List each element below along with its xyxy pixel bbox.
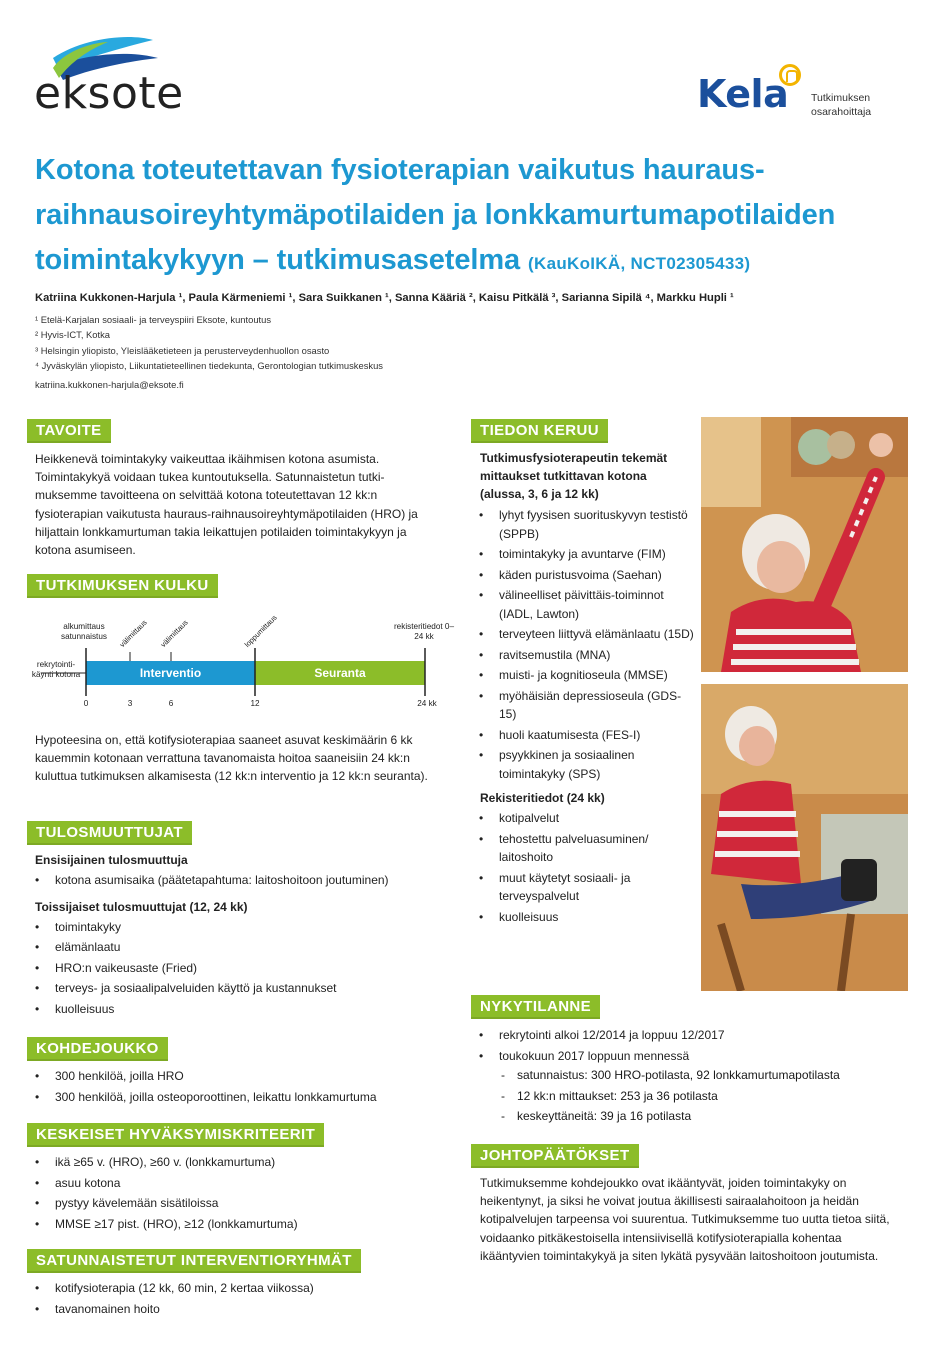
study-id: (KauKoIKÄ, NCT02305433) bbox=[528, 254, 751, 273]
contact-email: katriina.kukkonen-harjula@eksote.fi bbox=[35, 378, 184, 390]
timeline-label-register: rekisteritiedot 0–24 kk bbox=[393, 622, 455, 641]
primary-outcome-list bbox=[27, 871, 447, 890]
eksote-logo-text: eksote bbox=[34, 68, 184, 119]
list-item: • kotona asumisaika (päätetapahtuma: laitoshoitoon joutuminen) bbox=[27, 871, 447, 890]
timeline-label-mid2: välimittaus bbox=[158, 617, 190, 649]
list-item: • ikä ≥65 v. (HRO), ≥60 v. (lonkkamurtuma) bbox=[27, 1153, 447, 1172]
kela-sponsor-label: Tutkimuksen osarahoittaja bbox=[811, 92, 872, 118]
affiliation-1: ¹ Etelä-Karjalan sosiaali- ja terveyspiiri Eksote, kuntoutus bbox=[35, 314, 272, 325]
section-heading: NYKYTILANNE bbox=[471, 995, 600, 1019]
register-heading: Rekisteritiedot (24 kk) bbox=[480, 791, 605, 805]
tick-label: 3 bbox=[127, 699, 133, 708]
list-item: • elämänlaatu bbox=[27, 938, 447, 957]
phase-followup-label: Seuranta bbox=[314, 666, 366, 680]
hypothesis-text: Hypoteesina on, että kotifysioterapiaa saaneet asuvat keskimäärin 6 kk kauemmin kotonaan verrattuna tavanomaista hoitoa saaneisiin 24 kk:n kuluttua tutkimuksen alkamisesta (12 kk:n interventio ja 12 kk:n seuranta). bbox=[35, 733, 428, 784]
list-item: • myöhäisiän depressioseula (GDS-15) bbox=[471, 687, 696, 724]
list-item: • toimintakyky ja avuntarve (FIM) bbox=[471, 545, 696, 564]
section-kulku bbox=[27, 574, 447, 598]
section-nykytilanne bbox=[471, 995, 911, 1127]
list-item: - 12 kk:n mittaukset: 253 ja 36 potilasta bbox=[471, 1086, 911, 1107]
ryhmat-list bbox=[27, 1279, 447, 1318]
section-tavoite bbox=[27, 419, 447, 559]
section-heading: KESKEISET HYVÄKSYMISKRITEERIT bbox=[27, 1123, 324, 1147]
section-tiedonkeruu bbox=[471, 419, 696, 928]
list-item: - keskeyttäneitä: 39 ja 16 potilasta bbox=[471, 1106, 911, 1127]
timeline-label-mid1: välimittaus bbox=[117, 617, 149, 649]
title-line-2: raihnausoireyhtymäpotilaiden ja lonkkamurtumapotilaiden bbox=[35, 199, 836, 231]
list-item: • pystyy kävelemään sisätiloissa bbox=[27, 1194, 447, 1213]
poster-title bbox=[35, 148, 905, 286]
section-kohdejoukko bbox=[27, 1037, 447, 1106]
timeline-label-recruit: rekrytointi-käynti kotona bbox=[31, 660, 81, 679]
section-heading: JOHTOPÄÄTÖKSET bbox=[471, 1144, 639, 1168]
list-item: • ravitsemustila (MNA) bbox=[471, 646, 696, 665]
list-item: • huoli kaatumisesta (FES-I) bbox=[471, 726, 696, 745]
affiliation-3: ³ Helsingin yliopisto, Yleislääketieteen ja perusterveydenhuollon osasto bbox=[35, 344, 330, 356]
section-johtopaatokset bbox=[471, 1144, 911, 1265]
tavoite-text: Heikkenevä toimintakyky vaikeuttaa ikäihmisen kotona asumista. Toimintakykyä voidaan tukea kuntoutuksella. Satunnaistetun tutki-muksemme tavoitteena on selvittää kotona toteutettavan 12 kk:n fysioterapian vaikutusta hauraus-raihnausoireyhtymäpotilaiden (HRO) ja hiljattain lonkkamurtuman takia leikattujen potilaiden toimintakykyyn ja kotona asumiseen. bbox=[35, 452, 418, 558]
affiliations bbox=[35, 312, 383, 392]
kela-badge-icon bbox=[779, 64, 801, 86]
photo-elderly-woman-leg-exercise bbox=[701, 684, 908, 991]
nykytilanne-sublist bbox=[471, 1065, 911, 1127]
title-line-3: toimintakykyyn – tutkimusasetelma (KauKoIKÄ, NCT02305433) bbox=[35, 244, 751, 276]
title-line-1: Kotona toteutettavan fysioterapian vaikutus hauraus- bbox=[35, 154, 765, 186]
list-item: • muisti- ja kognitioseula (MMSE) bbox=[471, 666, 696, 685]
list-item: • toimintakyky bbox=[27, 918, 447, 937]
list-item: • toukokuun 2017 loppuun mennessä bbox=[471, 1047, 911, 1066]
list-item: • rekrytointi alkoi 12/2014 ja loppuu 12/2017 bbox=[471, 1026, 911, 1045]
affiliation-4: ⁴ Jyväskylän yliopisto, Liikuntatieteellinen tiedekunta, Gerontologian tutkimuskeskus bbox=[35, 360, 383, 372]
photo2-illustration bbox=[701, 684, 908, 991]
johtopaatokset-text: Tutkimuksemme kohdejoukko ovat ikääntyvät, joiden toimintakyky on heikentynyt, ja siksi he voivat joutua äkillisesti sairaalahoitoon ja heidän kotipalvelujen tarpeensa voi suurentua. Tutkimuksemme tuo uutta tietoa siitä, voidaanko pitkäkestoisella intensiivisellä kotifysioterapialla kohentaa ikääntyvien toimintakykyä ja siten lykätä pysyvään laitoshoitoon joutumista. bbox=[480, 1176, 890, 1263]
list-item: • käden puristusvoima (Saehan) bbox=[471, 566, 696, 585]
authors: Katriina Kukkonen-Harjula ¹, Paula Kärmeniemi ¹, Sara Suikkanen ¹, Sanna Kääriä ², Kaisu Pitkälä ³, Sarianna Sipilä ⁴, Markku Hupli ¹ bbox=[35, 292, 734, 304]
list-item: - satunnaistus: 300 HRO-potilasta, 92 lonkkamurtumapotilasta bbox=[471, 1065, 911, 1086]
tick-label: 24 kk bbox=[417, 699, 437, 708]
list-item: • psyykkinen ja sosiaalinen toimintakyky (SPS) bbox=[471, 746, 696, 783]
kela-logo-text: Kela bbox=[697, 72, 789, 116]
measurements-list bbox=[471, 506, 696, 783]
tick-label: 6 bbox=[168, 699, 174, 708]
phase-intervention-label: Interventio bbox=[139, 666, 202, 680]
photo1-illustration bbox=[701, 417, 908, 672]
list-item: • välineelliset päivittäis-toiminnot (IADL, Lawton) bbox=[471, 586, 696, 623]
section-heading: KOHDEJOUKKO bbox=[27, 1037, 168, 1061]
kela-logo bbox=[697, 64, 907, 124]
list-item: • asuu kotona bbox=[27, 1174, 447, 1193]
section-ryhmat bbox=[27, 1249, 447, 1318]
list-item: • 300 henkilöä, joilla osteoporoottinen, leikattu lonkkamurtuma bbox=[27, 1088, 447, 1107]
section-heading: TAVOITE bbox=[27, 419, 111, 443]
list-item: • lyhyt fyysisen suorituskyvyn testistö (SPPB) bbox=[471, 506, 696, 543]
photo-elderly-woman-exercising bbox=[701, 417, 908, 672]
tick-label: 0 bbox=[83, 699, 89, 708]
tick-label: 12 bbox=[250, 699, 260, 708]
list-item: • HRO:n vaikeusaste (Fried) bbox=[27, 959, 447, 978]
register-list bbox=[471, 809, 696, 926]
list-item: • 300 henkilöä, joilla HRO bbox=[27, 1067, 447, 1086]
section-heading: TIEDON KERUU bbox=[471, 419, 608, 443]
list-item: • kuolleisuus bbox=[27, 1000, 447, 1019]
timeline-label-end: loppumittaus bbox=[242, 613, 279, 649]
secondary-outcome-heading: Toissijaiset tulosmuuttujat (12, 24 kk) bbox=[35, 899, 248, 914]
section-heading: TULOSMUUTTUJAT bbox=[27, 821, 192, 845]
secondary-outcome-list bbox=[27, 918, 447, 1019]
kohdejoukko-list bbox=[27, 1067, 447, 1106]
section-tulosmuuttujat bbox=[27, 821, 447, 1018]
kriteerit-list bbox=[27, 1153, 447, 1233]
affiliation-2: ² Hyvis-ICT, Kotka bbox=[35, 329, 111, 341]
list-item: • terveys- ja sosiaalipalveluiden käyttö ja kustannukset bbox=[27, 979, 447, 998]
section-kriteerit bbox=[27, 1123, 447, 1233]
list-item: • MMSE ≥17 pist. (HRO), ≥12 (lonkkamurtuma) bbox=[27, 1215, 447, 1234]
tiedonkeruu-intro: Tutkimusfysioterapeutin tekemät mittaukset tutkittavan kotona (alussa, 3, 6 ja 12 kk) bbox=[480, 451, 668, 501]
list-item: • kotipalvelut bbox=[471, 809, 696, 828]
list-item: • terveyteen liittyvä elämänlaatu (15D) bbox=[471, 625, 696, 644]
section-heading: TUTKIMUKSEN KULKU bbox=[27, 574, 218, 598]
list-item: • kuolleisuus bbox=[471, 908, 696, 927]
list-item: • kotifysioterapia (12 kk, 60 min, 2 kertaa viikossa) bbox=[27, 1279, 447, 1298]
nykytilanne-list bbox=[471, 1026, 911, 1065]
list-item: • muut käytetyt sosiaali- ja terveyspalvelut bbox=[471, 869, 696, 906]
list-item: • tehostettu palveluasuminen/ laitoshoito bbox=[471, 830, 696, 867]
primary-outcome-heading: Ensisijainen tulosmuuttuja bbox=[35, 853, 188, 867]
timeline-label-start: alkumittaus satunnaistus bbox=[61, 622, 107, 641]
list-item: • tavanomainen hoito bbox=[27, 1300, 447, 1319]
section-heading: SATUNNAISTETUT INTERVENTIORYHMÄT bbox=[27, 1249, 361, 1273]
